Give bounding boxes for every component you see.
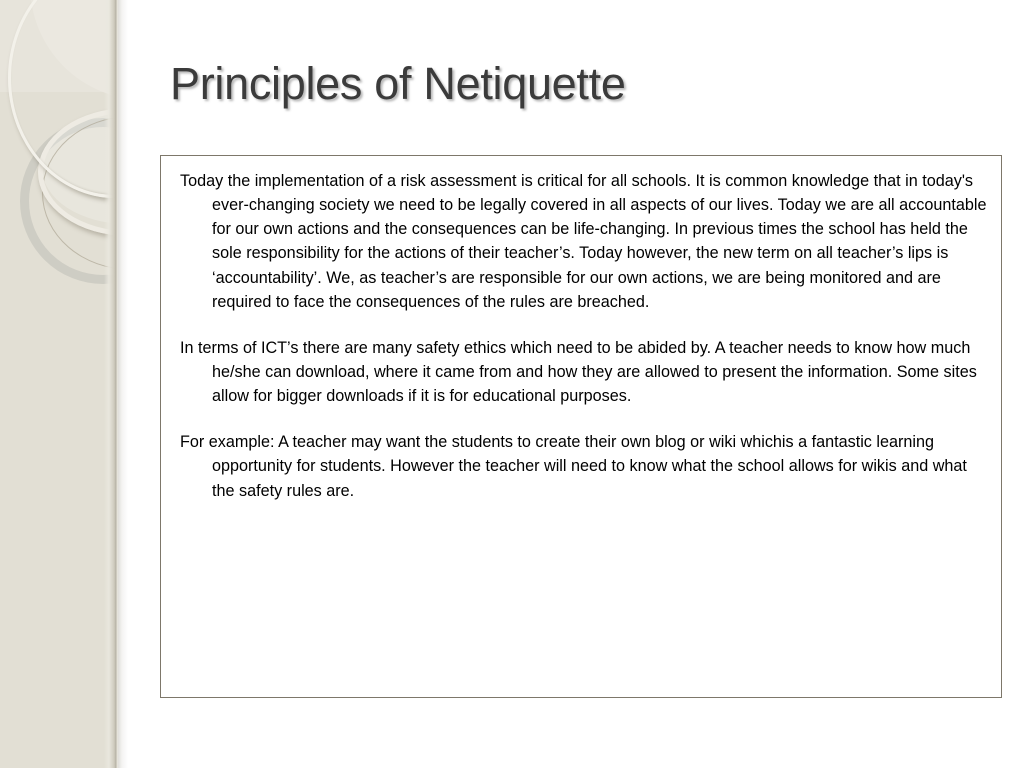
- content-body: [180, 169, 991, 503]
- body-paragraph: In terms of ICT’s there are many safety ethics which need to be abided by. A teacher needs to know how much he/she can download, where it came from and how they are allowed to present the information. Some sites allow for bigger downloads if it is for educational purposes.: [180, 338, 977, 406]
- body-paragraph: For example: A teacher may want the students to create their own blog or wiki whichis a fantastic learning opportunity for students. However the teacher will need to know what the school allows for wikis and what the safety rules are.: [180, 433, 967, 500]
- sidebar-drop-shadow: [118, 0, 128, 768]
- content-text-box: [160, 155, 1002, 698]
- slide-title: Principles of Netiquette: [170, 58, 626, 110]
- body-paragraph: Today the implementation of a risk assessment is critical for all schools. It is common knowledge that in today's ever-changing society we need to be legally covered in all aspects of our lives. Today we are all accountable for our own actions and the consequences can be life-changing. In previous times the school has held the sole responsibility for the actions of their teacher’s. Today however, the new term on all teacher’s lips is ‘accountability’. We, as teacher’s are responsible for our own actions, we are being monitored and are required to face the consequences of the rules are breached.: [180, 172, 987, 311]
- decorative-sidebar: [0, 0, 118, 768]
- large-outline-ring-icon: [8, 0, 118, 198]
- sidebar-edge-strip: [104, 0, 118, 768]
